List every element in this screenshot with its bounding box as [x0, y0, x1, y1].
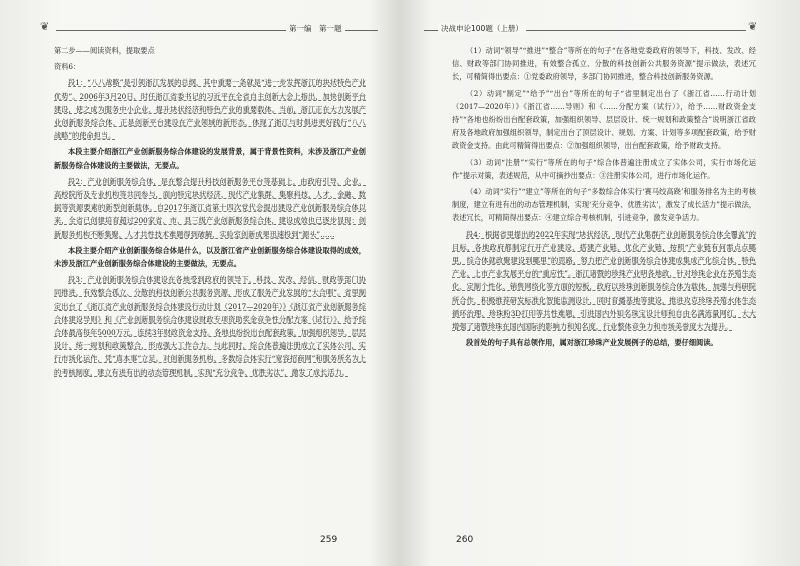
- analysis-item-3: （3）动词“注册”“实行”等所在的句子“综合体普遍注册成立了实体公司，实行市场化运作”提示对策，表述规范，从中可摘抄出要点：③注册实体公司，进行市场化运作。: [452, 157, 756, 180]
- analysis-item-4: （4）动词“实行”“建立”等所在的句子“多数综合体实行‘赛马绞高跷’和服务排名为主的考核制度，建立有进有出的动态管理机制，实现‘充分竞争、优胜劣汰’，激发了成长活力”提示做法，表述冗长，可精简得出要点：④建立综合考核机制，引进竞争，激发竞争活力。: [452, 187, 756, 223]
- analysis-item-2: （2）动词“制定”“给予”“出台”等所在的句子“省里制定出台了《浙江省……行动计划（2017—2020年）》《浙江省……导则》和《……分配方案（试行）》，给予……财政资金支持”“各地也纷纷出台配套政策，加强组织领导、层层设计、统一规划和政策整合”说明浙江省政府及各地政府加强组织领导，制定出台了顶层设计、规划、方案、计划等多项配套政策，给予财政资金支持。由此可精简得出要点：②加强组织领导，出台配套政策，给予财政支持。: [452, 88, 756, 151]
- analysis-note-4: 段首处的句子具有总领作用，属对浙江珍珠产业发展例子的总结，要仔细阅读。: [466, 338, 718, 348]
- paragraph-4: 段4：根据省里提出的2022年实现“块状经济、现代产业集群产业创新服务综合体全覆盖”的目标，各地政府都制定行开产业建设、搭建产业链、优化产业链，按照“产业链有何需点点哪里，综合体就政聚建设到哪里”的思路，努力把产业创新服务综合体建成集成产化综合体、特色产业、上市产业发展平台的“重应性”。浙江诸暨的珍珠产业明各地政、针对珍珠企业在养殖生态化、定制个性化、销售网络化等方面的短板，政府以珍珠创新服务综合体为载体，加强与科研院所合作，积极推荐研发标准化智能监测设计，同时育播基地等建设，推进攻克珍珠养殖水体生态循环治理、珍珠粉3D打印等共性难题，引进国内外知名珠宝设计师和自由名满流量网红，大大增强了诸暨珍珠在国内国际的影响力和知名度，行业整体竞争力和市场美誉度大为提升。: [452, 229, 756, 332]
- analysis-note-2: 本段主要介绍产业创新服务综合体是什么，以及浙江省产业创新服务综合体建设取得的成效，未涉及浙江产业创新服务综合体建设的主要做法，无要点。: [54, 245, 366, 269]
- left-ornament-icon: ❦: [40, 20, 50, 33]
- analysis-item-1: （1）动词“领导”“推进”“整合”等所在的句子“在各地党委政府的领导下，科技、发改、经信、财政等部门协同推进，有效整合孤立、分散的科技创新公共服务资源”提示做法，表述冗长，可精简得出要点：①党委政府领导，多部门协同推进，整合科技创新服务资源。: [452, 46, 756, 82]
- left-page: [54, 44, 366, 382]
- paragraph-3: 段3：产业创新服务综合体建设在各地受到政府的领导下，科技、发改、经信、财政等部门协同推进，有效整合孤立、分散的科技创新公共服务资源，形成了服务产业发展的“大合唱”。省里制定出台了《浙江省产业创新服务综合体建设行动计划（2017—2020年）》《浙江省产业创新服务综合体建设导则》和《产业创新服务综合体建设财政专项资助奖金竞争性分配方案（试行）》，给予综合体最高每年5000万元、连续3年财政资金支持。各地也纷纷出台配套政策，加强组织领导、层层设计、统一规划和政策整合，形成强大工作合力。与此同时，综合体普遍注册成立了实体公司，实行市场化运作，凭“真本事”立足。对创新服务机构、多数综合体实行“宽容招商网”和服务所名为上的考核制度，建立有进有出的动态管理机制，实现“充分竞争、优胜劣汰”，激发了成长活力。: [54, 275, 366, 377]
- book-title: 决战申论100题（上册）: [438, 23, 526, 34]
- chapter-label: 第一编 第一题: [286, 23, 345, 34]
- right-page: [452, 44, 756, 352]
- page-number-right: 260: [456, 535, 474, 545]
- right-ornament-icon: ❦: [748, 20, 758, 33]
- paragraph-1: 段1：“八八战略”是引领浙江发展的总纲，其中重要一条就是“进一步发挥浙江的块状特色产业优势”。2006年3月20日，时任浙江省委书记的习近平在全省自主创新大会上指出，加快创新平台建设，使之成为服务中小企业、提升块状经济和特色产业的重要载体。当前，浙江正在大力发展产业创新服务综合体，正是创新平台建设在产业领域的新形态，体现了浙江与时俱进更好践行“八八战略”的使命担当。: [54, 78, 366, 141]
- page-number-left: 259: [320, 535, 338, 545]
- material-label: 资料6：: [54, 62, 81, 72]
- analysis-note-1: 本段主要介绍浙江产业创新服务综合体建设的发展背景，属于背景性资料，未涉及浙江产业创新服务综合体建设的主要做法，无要点。: [54, 147, 366, 170]
- paragraph-2: 段2：产业创新服务综合体，是在整合提升科技创新服务平台等基础上，由政府引导，企业、高校院所及专业机构等共同参与，面向特定块状经济、现代产业集群，集聚科技、人才、金融、数据等资源要素的新型创新载体。自2017年浙江省第十四次党代会提出建设产业创新服务综合体以来，全省已创建培育超过200家省、市、县三级产业创新服务综合体，建设成效也已逐步显现：创新服务机构不断集聚，人才共性技术难题得到破解，实验室创新成果迅速投到“源头”……: [54, 176, 366, 239]
- step-title: 第二步——阅读资料，提取要点: [54, 46, 155, 55]
- running-header: [0, 14, 800, 32]
